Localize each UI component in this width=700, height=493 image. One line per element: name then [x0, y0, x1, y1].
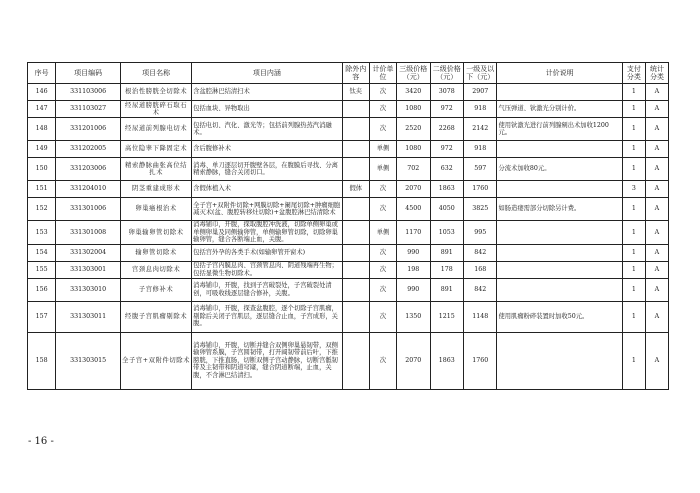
cell-content: 包括血块、异物取出	[192, 101, 343, 118]
cell-no: 146	[28, 84, 56, 101]
cell-p3: 1350	[397, 301, 430, 332]
table-row	[28, 118, 669, 141]
cell-name: 全子宫+双附件切除术	[121, 332, 192, 389]
cell-p3: 2520	[397, 118, 430, 141]
cell-stat: A	[645, 118, 668, 141]
cell-note	[497, 278, 622, 301]
cell-p3: 1170	[397, 221, 430, 245]
cell-no: 151	[28, 181, 56, 198]
cell-content: 消毒铺巾，开腹，切断并缝合双侧卵巢悬韧带，双侧输卵管系膜，子宫圆韧带，打开阔韧带前后叶，下推膀胱，下推直肠，切断双侧子宫动静脉，切断宫骶韧带及主韧带和阴道穹窿，缝合阴道断端，止血，关腹，不含淋巴结清扫。	[192, 332, 343, 389]
cell-p3: 3420	[397, 84, 430, 101]
cell-pay: 1	[622, 301, 645, 332]
cell-p2: 2268	[430, 118, 463, 141]
cell-p1: 2907	[463, 84, 496, 101]
cell-p1: 918	[463, 141, 496, 158]
table-row	[28, 141, 669, 158]
cell-exclude	[342, 101, 369, 118]
cell-pay: 1	[622, 221, 645, 245]
cell-note: 气压弹道、钬激光分别计价。	[497, 101, 622, 118]
cell-name: 输卵管切除术	[121, 244, 192, 261]
cell-p1: 842	[463, 244, 496, 261]
cell-no: 155	[28, 261, 56, 278]
cell-pay: 1	[622, 84, 645, 101]
table-row	[28, 158, 669, 181]
cell-content: 消毒、单刀逐层切开腹壁各层，在腹膜后寻找、分离精索静脉，缝合关闭切口。	[192, 158, 343, 181]
cell-no: 148	[28, 118, 56, 141]
cell-p1: 842	[463, 278, 496, 301]
cell-stat: A	[645, 84, 668, 101]
cell-code: 331204010	[56, 181, 121, 198]
cell-exclude	[342, 278, 369, 301]
cell-no: 157	[28, 301, 56, 332]
header-cell: 统计分类	[645, 63, 668, 84]
cell-name: 精索静脉曲张高位结扎术	[121, 158, 192, 181]
cell-exclude	[342, 332, 369, 389]
cell-exclude	[342, 221, 369, 245]
cell-pay: 1	[622, 198, 645, 221]
cell-p2: 632	[430, 158, 463, 181]
cell-code: 331303001	[56, 261, 121, 278]
cell-exclude	[342, 118, 369, 141]
cell-stat: A	[645, 158, 668, 181]
header-cell: 项目编码	[56, 63, 121, 84]
cell-exclude: 钛夹	[342, 84, 369, 101]
cell-note: 使用肌瘤粉碎装置时加收50元。	[497, 301, 622, 332]
cell-unit: 次	[369, 301, 396, 332]
header-cell: 除外内容	[342, 63, 369, 84]
cell-p1: 2142	[463, 118, 496, 141]
cell-code: 331302004	[56, 244, 121, 261]
table-row	[28, 181, 669, 198]
cell-note: 如肠造瘘需部分切除另计费。	[497, 198, 622, 221]
cell-p2: 1863	[430, 332, 463, 389]
cell-no: 158	[28, 332, 56, 389]
cell-p1: 1760	[463, 181, 496, 198]
table-row	[28, 278, 669, 301]
cell-no: 154	[28, 244, 56, 261]
cell-content: 消毒铺巾，开腹，找到子宫破裂处，子宫破裂处清创，可吸收线逐层缝合修补，关腹。	[192, 278, 343, 301]
cell-pay: 3	[622, 181, 645, 198]
cell-note	[497, 261, 622, 278]
cell-note: 分流术加收80元。	[497, 158, 622, 181]
cell-unit: 单侧	[369, 221, 396, 245]
header-cell: 计价说明	[497, 63, 622, 84]
header-cell: 二级价格（元）	[430, 63, 463, 84]
cell-stat: A	[645, 278, 668, 301]
header-cell: 一级及以下（元）	[463, 63, 496, 84]
cell-exclude	[342, 141, 369, 158]
cell-p2: 891	[430, 278, 463, 301]
cell-p3: 198	[397, 261, 430, 278]
cell-content: 含盆腔淋巴结清扫术	[192, 84, 343, 101]
cell-name: 经尿道膀胱碎石取石术	[121, 101, 192, 118]
cell-stat: A	[645, 221, 668, 245]
cell-p1: 1760	[463, 332, 496, 389]
cell-no: 149	[28, 141, 56, 158]
table-row	[28, 261, 669, 278]
table-row	[28, 101, 669, 118]
cell-p3: 2070	[397, 181, 430, 198]
cell-name: 经尿道前列腺电切术	[121, 118, 192, 141]
cell-exclude: 假体	[342, 181, 369, 198]
cell-code: 331203006	[56, 158, 121, 181]
table-row	[28, 244, 669, 261]
cell-unit: 单侧	[369, 141, 396, 158]
cell-p2: 972	[430, 141, 463, 158]
cell-name: 高位隐睾下降固定术	[121, 141, 192, 158]
cell-pay: 1	[622, 261, 645, 278]
cell-p3: 702	[397, 158, 430, 181]
cell-no: 150	[28, 158, 56, 181]
cell-exclude	[342, 301, 369, 332]
cell-stat: A	[645, 198, 668, 221]
cell-exclude	[342, 244, 369, 261]
cell-p2: 1215	[430, 301, 463, 332]
cell-p1: 3825	[463, 198, 496, 221]
cell-unit: 次	[369, 101, 396, 118]
header-cell: 项目内涵	[192, 63, 343, 84]
cell-unit: 次	[369, 244, 396, 261]
cell-code: 331303010	[56, 278, 121, 301]
cell-note	[497, 221, 622, 245]
cell-pay: 1	[622, 278, 645, 301]
cell-pay: 1	[622, 332, 645, 389]
cell-pay: 1	[622, 101, 645, 118]
header-cell: 计价单位	[369, 63, 396, 84]
cell-no: 153	[28, 221, 56, 245]
cell-stat: A	[645, 301, 668, 332]
cell-stat: A	[645, 261, 668, 278]
cell-note	[497, 84, 622, 101]
cell-no: 152	[28, 198, 56, 221]
cell-stat: A	[645, 101, 668, 118]
cell-content: 消毒铺巾，开腹，探取腹腔冲洗液，切除单侧卵巢或单侧卵巢及同侧输卵管，单侧输卵管切除，切除卵巢输卵管，缝合各断端止血，关腹。	[192, 221, 343, 245]
cell-name: 阴茎重建成形术	[121, 181, 192, 198]
cell-p2: 3078	[430, 84, 463, 101]
cell-exclude	[342, 158, 369, 181]
cell-content: 消毒铺巾，开腹，探查盆腹腔，逐个切除子宫肌瘤，剔除后关闭子宫肌层，逐层缝合止血，子宫成形，关腹。	[192, 301, 343, 332]
cell-pay: 1	[622, 118, 645, 141]
cell-p2: 1863	[430, 181, 463, 198]
cell-stat: A	[645, 332, 668, 389]
cell-stat: A	[645, 244, 668, 261]
table-row	[28, 221, 669, 245]
header-cell: 三级价格（元）	[397, 63, 430, 84]
cell-name: 经腹子宫肌瘤剔除术	[121, 301, 192, 332]
cell-pay: 1	[622, 244, 645, 261]
cell-note	[497, 332, 622, 389]
cell-name: 卵巢输卵管切除术	[121, 221, 192, 245]
cell-no: 147	[28, 101, 56, 118]
cell-unit: 次	[369, 84, 396, 101]
cell-name: 根治性膀胱全切除术	[121, 84, 192, 101]
table-body	[28, 84, 669, 390]
cell-p3: 2070	[397, 332, 430, 389]
cell-exclude	[342, 198, 369, 221]
cell-code: 331301008	[56, 221, 121, 245]
cell-code: 331201006	[56, 118, 121, 141]
cell-code: 331103006	[56, 84, 121, 101]
table-header-row	[28, 63, 669, 84]
table-row	[28, 301, 669, 332]
cell-p3: 1080	[397, 141, 430, 158]
cell-p2: 972	[430, 101, 463, 118]
table-row	[28, 332, 669, 389]
cell-note: 使用钬激光进行前列腺剜出术加收1200元。	[497, 118, 622, 141]
header-cell: 项目名称	[121, 63, 192, 84]
cell-unit: 次	[369, 198, 396, 221]
cell-stat: A	[645, 181, 668, 198]
cell-p3: 990	[397, 278, 430, 301]
cell-code: 331103027	[56, 101, 121, 118]
cell-note	[497, 141, 622, 158]
cell-exclude	[342, 261, 369, 278]
cell-p1: 168	[463, 261, 496, 278]
cell-name: 子宫修补术	[121, 278, 192, 301]
cell-note	[497, 244, 622, 261]
cell-p3: 1080	[397, 101, 430, 118]
cell-name: 卵巢癌根治术	[121, 198, 192, 221]
cell-p1: 1148	[463, 301, 496, 332]
cell-p1: 597	[463, 158, 496, 181]
page-number: - 16 -	[28, 436, 54, 447]
cell-unit: 单侧	[369, 158, 396, 181]
cell-content: 含后腹修补术	[192, 141, 343, 158]
cell-code: 331301006	[56, 198, 121, 221]
table-row	[28, 84, 669, 101]
cell-pay: 1	[622, 141, 645, 158]
cell-p3: 4500	[397, 198, 430, 221]
cell-content: 包括电切、汽化、激光等；包括前列腺热蒸汽消融术。	[192, 118, 343, 141]
header-cell: 支付分类	[622, 63, 645, 84]
table-row	[28, 198, 669, 221]
cell-p2: 891	[430, 244, 463, 261]
cell-code: 331303015	[56, 332, 121, 389]
cell-content: 包括子宫内膜息肉、宫颈管息肉、阴道残端再生物；包括显微生物切除术。	[192, 261, 343, 278]
cell-p1: 995	[463, 221, 496, 245]
cell-p2: 4050	[430, 198, 463, 221]
header-cell: 序号	[28, 63, 56, 84]
cell-note	[497, 181, 622, 198]
cell-pay: 1	[622, 158, 645, 181]
cell-code: 331202005	[56, 141, 121, 158]
cell-name: 宫颈息肉切除术	[121, 261, 192, 278]
cell-code: 331303011	[56, 301, 121, 332]
cell-unit: 次	[369, 261, 396, 278]
cell-stat: A	[645, 141, 668, 158]
cell-unit: 次	[369, 181, 396, 198]
cell-no: 156	[28, 278, 56, 301]
cell-p2: 178	[430, 261, 463, 278]
fee-table	[27, 62, 669, 390]
cell-content: 含假体植入术	[192, 181, 343, 198]
cell-unit: 次	[369, 332, 396, 389]
cell-p3: 990	[397, 244, 430, 261]
cell-unit: 次	[369, 118, 396, 141]
cell-p1: 918	[463, 101, 496, 118]
cell-p2: 1053	[430, 221, 463, 245]
cell-unit: 次	[369, 278, 396, 301]
cell-content: 全子宫+双附件切除+网膜切除+阑尾切除+肿瘤细胞减灭术(盆、腹腔转移灶切除)+盆腹腔淋巴结清除术	[192, 198, 343, 221]
cell-content: 包括宫外孕的各类手术(如输卵管开窗术)	[192, 244, 343, 261]
